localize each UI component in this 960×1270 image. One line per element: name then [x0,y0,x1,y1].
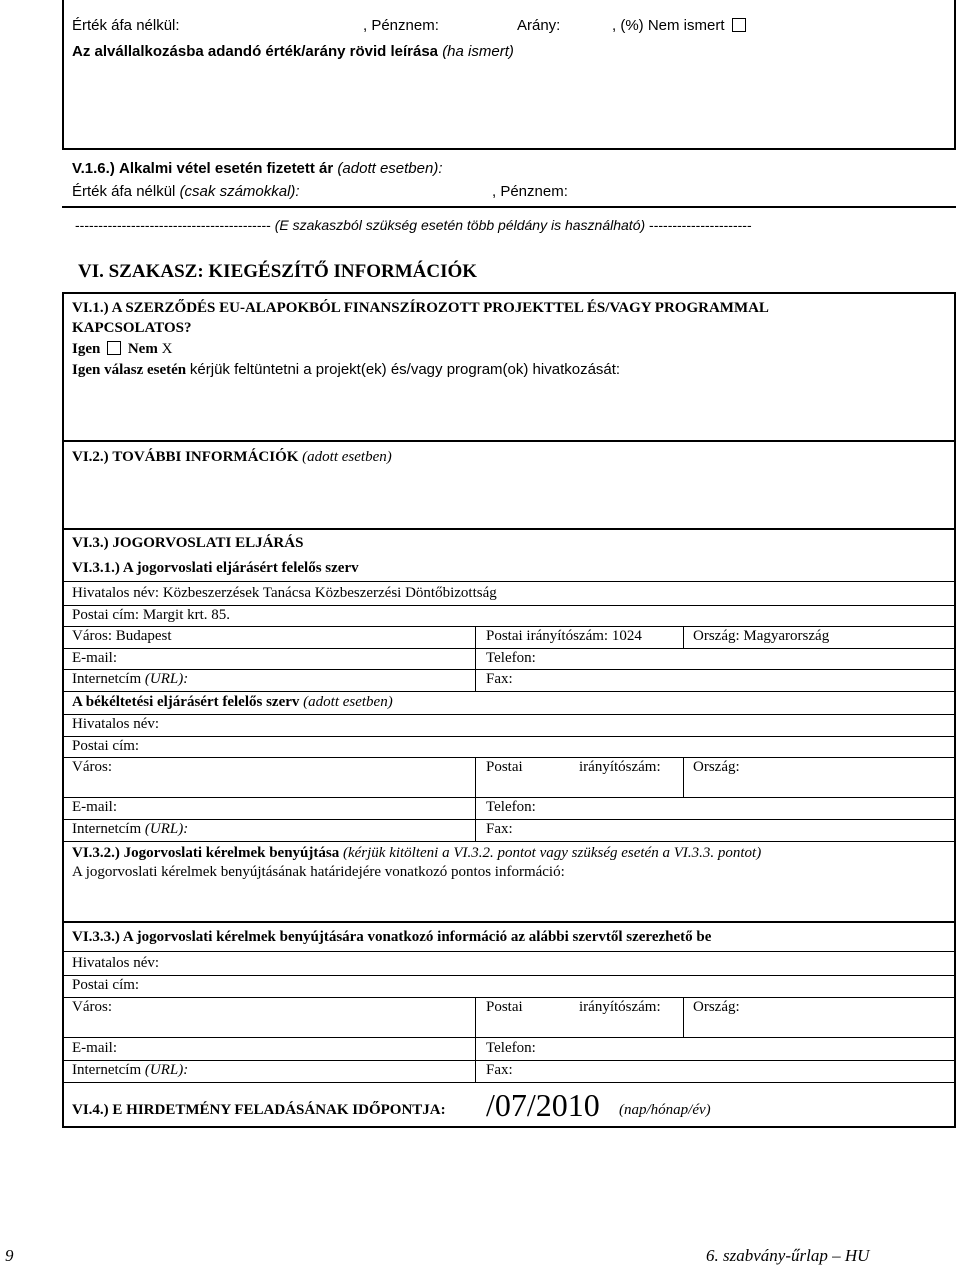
fax: Fax: [486,671,513,687]
mediation-city: Város: [72,759,112,775]
vi32-text: A jogorvoslati kérelmek benyújtásának határidejére vonatkozó pontos információ: [72,864,565,880]
row-rule [64,605,954,606]
vi33-postal: Postai [486,999,523,1015]
vi1-divider [62,440,956,442]
vi31-rule [64,581,954,582]
yes-checkbox[interactable] [107,341,121,355]
mediation-fax: Fax: [486,821,513,837]
v16-box-bottom [62,206,956,208]
country: Ország: Magyarország [693,628,830,644]
row-rule [64,1060,954,1061]
row-rule [64,714,954,715]
vi31-title: VI.3.1.) A jogorvoslati eljárásért felelős szerv [72,560,359,576]
official-name: Hivatalos név: Közbeszerzések Tanácsa Közbeszerzési Döntőbizottság [72,585,497,601]
mediation-phone: Telefon: [486,799,536,815]
vi2-title: VI.2.) TOVÁBBI INFORMÁCIÓK (adott esetben) [72,449,392,465]
row-rule [64,691,954,692]
v16-value: Érték áfa nélkül (csak számokkal): [72,183,300,200]
vi2-divider [62,528,956,530]
top-box [62,0,956,150]
mediation-postal-2: irányítószám: [579,759,661,775]
mediation-address: Postai cím: [72,738,140,754]
vi33-fax: Fax: [486,1062,513,1078]
mediation-internet: Internetcím (URL): [72,821,189,837]
col-divider [683,997,684,1037]
vi33-address: Postai cím: [72,977,140,993]
mediation-postal: Postai [486,759,523,775]
row-rule [64,997,954,998]
vi33-postal-2: irányítószám: [579,999,661,1015]
row-rule [64,819,954,820]
currency-label: , Pénznem: [363,17,439,34]
col-divider [475,997,476,1082]
vi4-date: /07/2010 [486,1087,600,1123]
vi1-yes-no: Igen Nem X [72,341,173,357]
postal-code: Postai irányítószám: 1024 [486,628,642,644]
section6-heading: VI. SZAKASZ: KIEGÉSZÍTŐ INFORMÁCIÓK [78,261,478,282]
row-rule [64,736,954,737]
vi33-country: Ország: [693,999,740,1015]
value-line: Érték áfa nélkül: [72,17,180,34]
col-divider [683,626,684,648]
vi33-city: Város: [72,999,112,1015]
mediation-name: Hivatalos név: [72,716,160,732]
phone: Telefon: [486,650,536,666]
row-rule [64,1082,954,1083]
ratio-label: Arány: [517,17,561,34]
row-rule [64,648,954,649]
row-rule [64,951,954,952]
col-divider [683,757,684,797]
vi1-title-cont: KAPCSOLATOS? [72,320,192,336]
vi1-ref: Igen válasz esetén kérjük feltüntetni a projekt(ek) és/vagy program(ok) hivatkozását: [72,361,621,378]
not-known-checkbox[interactable] [732,18,746,32]
form-footer: 6. szabvány-űrlap – HU [706,1246,870,1265]
no-mark: X [161,341,173,357]
row-rule [64,626,954,627]
row-rule [64,975,954,976]
subcontract-description: Az alvállalkozásba adandó érték/arány rövid leírása (ha ismert) [72,43,514,60]
v16-currency: , Pénznem: [492,183,568,200]
row-rule [64,841,954,842]
vi4-date-note: (nap/hónap/év) [619,1102,711,1118]
vi32-title: VI.3.2.) Jogorvoslati kérelmek benyújtása (kérjük kitölteni a VI.3.2. pontot vagy szükség esetén a VI.3.3. pontot) [72,845,762,861]
internet: Internetcím (URL): [72,671,189,687]
vi33-email: E-mail: [72,1040,117,1056]
row-rule [64,797,954,798]
vi33-name: Hivatalos név: [72,955,160,971]
mediation-title: A békéltetési eljárásért felelős szerv (adott esetben) [72,694,393,710]
row-rule [64,757,954,758]
vi33-phone: Telefon: [486,1040,536,1056]
email: E-mail: [72,650,117,666]
vi1-title: VI.1.) A SZERZŐDÉS EU-ALAPOKBÓL FINANSZÍROZOTT PROJEKTTEL ÉS/VAGY PROGRAMMAL [72,300,769,316]
page-number: 9 [5,1246,14,1265]
row-rule [64,669,954,670]
mediation-email: E-mail: [72,799,117,815]
vi3-title: VI.3.) JOGORVOSLATI ELJÁRÁS [72,535,304,551]
vi32-divider [62,921,956,923]
col-divider [475,626,476,691]
v16-title: V.1.6.) Alkalmi vétel esetén fizetett ár (adott esetben): [72,160,443,177]
vi4-title: VI.4.) E HIRDETMÉNY FELADÁSÁNAK IDŐPONTJA: [72,1102,446,1118]
city: Város: Budapest [72,628,172,644]
row-rule [64,1037,954,1038]
percent-label: , (%) Nem ismert [612,17,746,34]
vi33-internet: Internetcím (URL): [72,1062,189,1078]
mediation-country: Ország: [693,759,740,775]
postal-address: Postai cím: Margit krt. 85. [72,607,231,623]
separator-line: ------------------------------------------ (E szakaszból szükség esetén több példány is használható) ---------------------- [75,217,752,233]
vi33-title: VI.3.3.) A jogorvoslati kérelmek benyújtására vonatkozó információ az alábbi szervtől szerezhető be [72,929,712,945]
col-divider [475,757,476,841]
